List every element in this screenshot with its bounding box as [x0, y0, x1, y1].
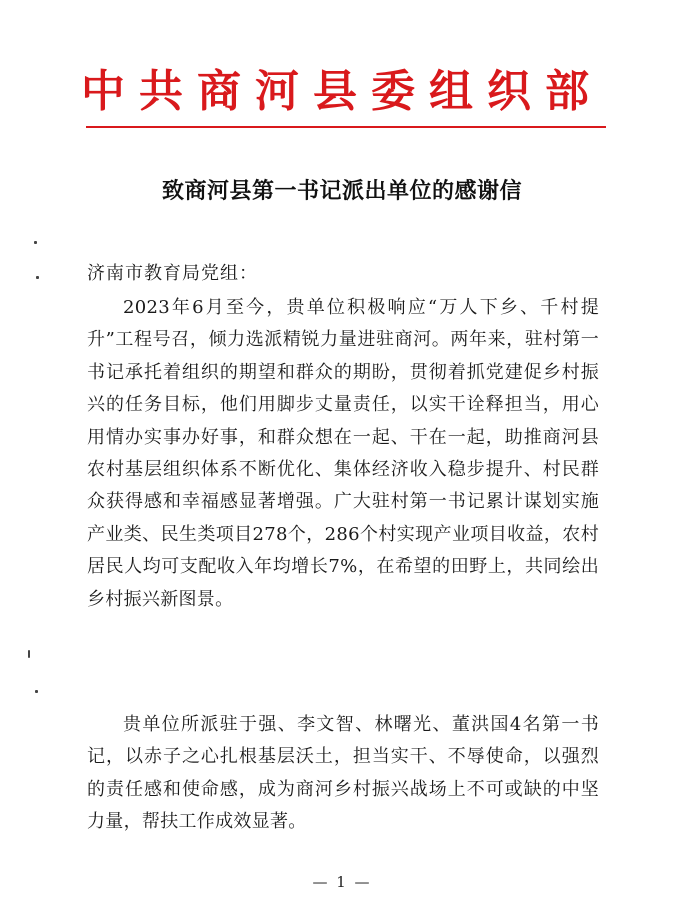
margin-scan-mark	[35, 690, 38, 693]
body-paragraph-2: 贵单位所派驻于强、李文智、林曙光、董洪国4名第一书记，以赤子之心扎根基层沃土，担当实干、不辱使命，以强烈的责任感和使命感，成为商河乡村振兴战场上不可或缺的中坚力量，帮扶工作成效显著。	[87, 714, 599, 833]
body-paragraph-1: 2023年6月至今，贵单位积极响应“万人下乡、千村提升”工程号召，倾力选派精锐力量进驻商河。两年来，驻村第一书记承托着组织的期望和群众的期盼，贯彻着抓党建促乡村振兴的任务目标，他们用脚步丈量责任，以实干诠释担当，用心用情办实事办好事，和群众想在一起、干在一起，助推商河县农村基层组织体系不断优化、集体经济收入稳步提升、村民群众获得感和幸福感显著增强。广大驻村第一书记累计谋划实施产业类、民生类项目278个，286个村实现产业项目收益，农村居民人均可支配收入年均增长7%，在希望的田野上，共同绘出乡村振兴新图景。	[87, 297, 599, 610]
margin-scan-mark	[36, 276, 39, 279]
recipient-salutation: 济南市教育局党组：	[87, 263, 258, 284]
masthead-red-rule	[86, 126, 606, 128]
page-number: — 1 —	[312, 873, 372, 891]
letter-title: 致商河县第一书记派出单位的感谢信	[161, 178, 522, 204]
margin-scan-mark	[34, 241, 37, 244]
margin-scan-mark	[28, 650, 30, 658]
masthead-title: 中共商河县委组织部	[81, 66, 603, 117]
